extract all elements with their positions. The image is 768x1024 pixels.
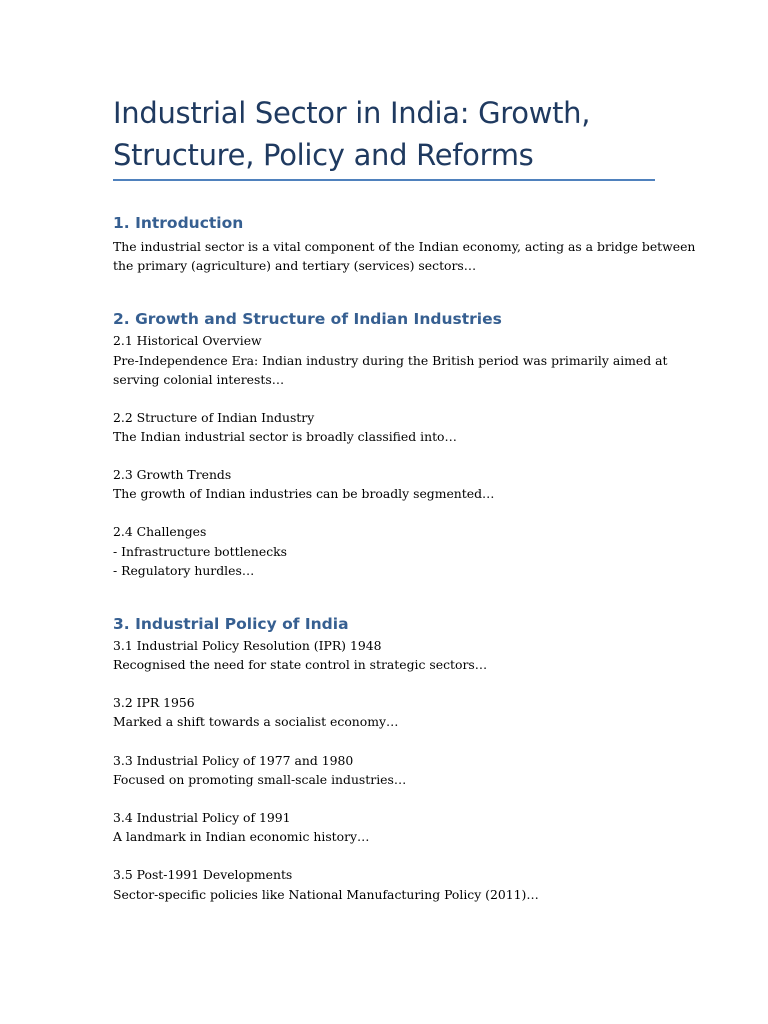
subsection-2-1-line-1: Pre-Independence Era: Indian industry during the British period was primarily aimed at <box>113 353 668 368</box>
heading-introduction: 1. Introduction <box>113 214 244 232</box>
subsection-2-3-body: The growth of Indian industries can be broadly segmented… <box>113 486 495 501</box>
subsection-3-4-body: A landmark in Indian economic history… <box>113 829 370 844</box>
subsection-2-1-title: 2.1 Historical Overview <box>113 333 262 348</box>
subsection-2-3-title: 2.3 Growth Trends <box>113 467 232 482</box>
subsection-2-1-line-2: serving colonial interests… <box>113 372 285 387</box>
subsection-3-2-title: 3.2 IPR 1956 <box>113 695 195 710</box>
subsection-3-2-body: Marked a shift towards a socialist economy… <box>113 714 399 729</box>
heading-growth-structure: 2. Growth and Structure of Indian Industries <box>113 310 502 328</box>
subsection-3-3-body: Focused on promoting small-scale industries… <box>113 772 407 787</box>
subsection-2-2-title: 2.2 Structure of Indian Industry <box>113 410 315 425</box>
subsection-2-2-body: The Indian industrial sector is broadly classified into… <box>113 429 457 444</box>
subsection-3-3-title: 3.3 Industrial Policy of 1977 and 1980 <box>113 753 354 768</box>
heading-industrial-policy: 3. Industrial Policy of India <box>113 615 349 633</box>
intro-paragraph-line-2: the primary (agriculture) and tertiary (services) sectors… <box>113 258 477 273</box>
document-title: Industrial Sector in India: Growth, Structure, Policy and Reforms <box>113 96 591 172</box>
challenge-item-2: - Regulatory hurdles… <box>113 563 255 578</box>
subsection-3-5-body: Sector-specific policies like National Manufacturing Policy (2011)… <box>113 887 539 902</box>
subsection-2-4-title: 2.4 Challenges <box>113 524 207 539</box>
subsection-3-5-title: 3.5 Post-1991 Developments <box>113 867 293 882</box>
title-underline <box>113 179 655 181</box>
intro-paragraph-line-1: The industrial sector is a vital component of the Indian economy, acting as a bridge between <box>113 239 696 254</box>
subsection-3-1-title: 3.1 Industrial Policy Resolution (IPR) 1948 <box>113 638 382 653</box>
challenge-item-1: - Infrastructure bottlenecks <box>113 544 287 559</box>
subsection-3-4-title: 3.4 Industrial Policy of 1991 <box>113 810 291 825</box>
subsection-3-1-body: Recognised the need for state control in strategic sectors… <box>113 657 488 672</box>
